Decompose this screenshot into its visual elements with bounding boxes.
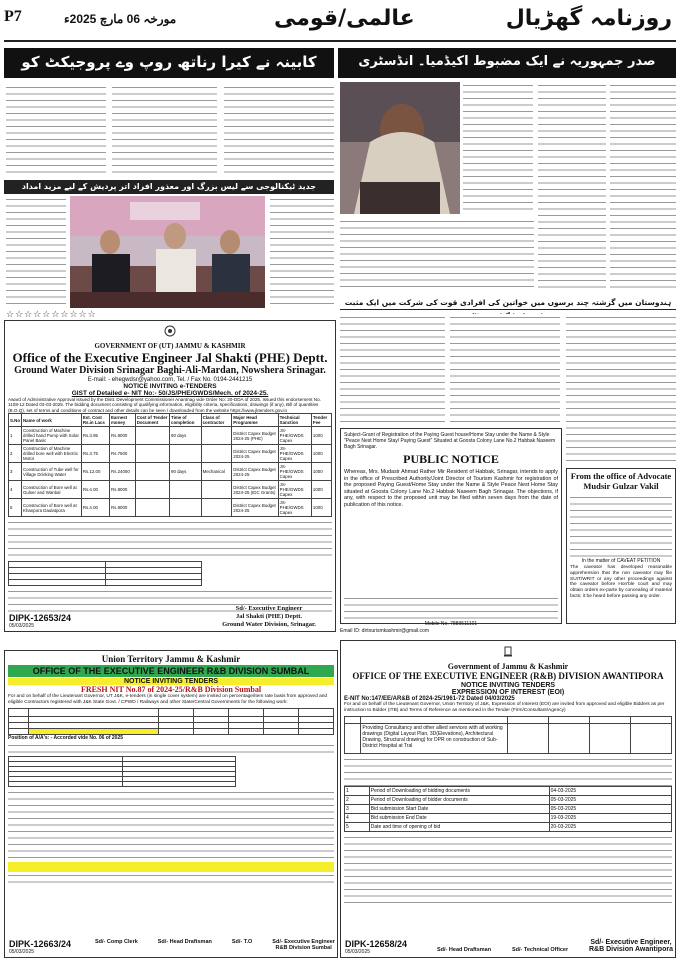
story-text-column bbox=[270, 196, 334, 308]
left-headline: کابینہ نے کیرا رناتھ روپ وے پروجیکٹ کو bbox=[4, 48, 334, 78]
sumbal-fine-print bbox=[8, 872, 334, 886]
sumbal-fine-print bbox=[8, 742, 334, 756]
table-cell: 1 bbox=[345, 786, 370, 795]
table-cell: Mechanical bbox=[201, 463, 232, 481]
table-cell: Bid submission Start Date bbox=[369, 804, 549, 813]
ashoka-emblem-icon bbox=[502, 645, 514, 657]
table-cell: District Capex Budget 2024-25 bbox=[232, 499, 278, 517]
table-cell: Rs.8000 bbox=[110, 499, 136, 517]
table-row bbox=[9, 481, 332, 499]
table-cell: Rs.8000 bbox=[110, 427, 136, 445]
table-cell: JS-PHE/GWDS Capex bbox=[278, 481, 311, 499]
sumbal-dipk: DIPK-12663/24 bbox=[9, 939, 72, 949]
awantipora-gov: Government of Jammu & Kashmir bbox=[447, 662, 569, 671]
awantipora-notice: NOTICE INVITING TENDERS bbox=[460, 682, 556, 689]
table-cell: JS-PHE/GWDS Capex bbox=[278, 463, 311, 481]
table-row bbox=[9, 499, 332, 517]
table-cell: Rs.24000 bbox=[110, 463, 136, 481]
table-cell: 2 bbox=[345, 795, 370, 804]
table-cell: Period of Downloading of bidder documents bbox=[369, 795, 549, 804]
news-photo-ministers bbox=[70, 196, 265, 308]
table-header-cell: Class of contractor bbox=[201, 414, 232, 427]
awantipora-eoi: EXPRESSION OF INTEREST (EOI) bbox=[451, 689, 565, 696]
awantipora-sign-ee bbox=[589, 939, 673, 953]
phe-notice: NOTICE INVITING e-TENDERS bbox=[123, 383, 217, 390]
awantipora-office: OFFICE OF THE EXECUTIVE ENGINEER (R&B) DIVISION AWANTIPORA bbox=[352, 671, 664, 681]
page-number: P7 bbox=[4, 8, 22, 25]
table-cell: Rs.12.00 bbox=[81, 463, 109, 481]
table-cell: 1000 bbox=[311, 463, 331, 481]
table-header-cell: Time of completion bbox=[170, 414, 202, 427]
table-cell: 5 bbox=[9, 499, 22, 517]
table-cell: 1000 bbox=[311, 445, 331, 463]
table-cell: Bid submission End Date bbox=[369, 813, 549, 822]
sumbal-fresh-nit: FRESH NIT No.87 of 2024-25/R&B Division Sumbal bbox=[80, 685, 262, 694]
public-notice-subject: Subject-Grant of Registration of the Paying Guest house/Home Stay under the Name & Style "Peace Nest Home Stay/ Paying Guest" Situated at Goosta Colony Lane No.2 Habbak Naseem Bagh Srinagar. bbox=[344, 432, 556, 450]
phe-schedule-table bbox=[8, 561, 202, 586]
sumbal-intro: For and on behalf of the Lieutenant Governor, UT J&K, e-tenders (in single cover system) are invited on percentage/item rate basis from approved and eligible Contractors registered with J&K State Govt. / CPWD / Railways and other State/Central Governments for the following work: bbox=[8, 694, 328, 705]
table-cell: 3 bbox=[345, 804, 370, 813]
sumbal-work-table bbox=[8, 708, 334, 735]
table-cell: Construction of Bore well at Khanpora Daulatpora bbox=[22, 499, 82, 517]
story-text-column bbox=[6, 196, 66, 308]
awantipora-dipk: DIPK-12658/24 bbox=[345, 939, 408, 949]
table-cell: Rs.8000 bbox=[110, 481, 136, 499]
table-cell bbox=[201, 445, 232, 463]
advocate-title: From the office of Advocate Mudsir Gulzar Vakil bbox=[570, 471, 672, 491]
table-cell bbox=[135, 463, 169, 481]
table-cell: 90 days bbox=[170, 463, 202, 481]
table-cell: 3 bbox=[9, 463, 22, 481]
table-cell bbox=[170, 445, 202, 463]
story-text-column bbox=[340, 314, 445, 424]
table-row bbox=[345, 804, 672, 813]
phe-signature bbox=[209, 605, 329, 629]
public-notice-body: Whereas, Mrs. Mudasir Ahmad Rather Mir Resident of Habbak, Srinagar, intends to apply in the office of Prescribed Authority/Joint Director of Tourism Kashmir for registration of the proposed Paying Guest/Home Stay under the Name & Style Peace Nest Home Stay situated at Goosta Colony Lane No.2 Habbak Naseem Bagh Srinagar. The objections, if any, with respect to the proposed unit may be filed within seven days from the date of publication of this notice. bbox=[344, 469, 558, 508]
sumbal-sign: Sd/- Head Draftsman bbox=[157, 939, 212, 945]
awantipora-work-table bbox=[344, 716, 672, 754]
table-cell bbox=[135, 427, 169, 445]
awantipora-fine-print bbox=[344, 834, 672, 908]
table-cell: 1000 bbox=[311, 499, 331, 517]
sumbal-sign: R&B Division Sumbal bbox=[275, 945, 332, 951]
table-cell: District Capex Budget 2024-25 bbox=[232, 445, 278, 463]
table-cell: Rs.4.00 bbox=[81, 499, 109, 517]
table-header-cell: Technical Sanction bbox=[278, 414, 311, 427]
public-notice bbox=[340, 428, 562, 627]
table-cell: 5 bbox=[345, 822, 370, 831]
phe-dipk: DIPK-12653/24 bbox=[9, 613, 72, 623]
story-text-column bbox=[224, 84, 334, 176]
awantipora-intro: For and on behalf of the Lieutenant Governor, Union Territory of J&K, Expression of Interest (EOI) are invited from approved and eligible Bidders as per instruction to Bidder (ITB) and Terms of Reference as mentioned in the Tender (Firm/Consultant/Agency) bbox=[344, 702, 665, 713]
jk-emblem-icon bbox=[164, 325, 176, 337]
table-cell: 05-03-2025 bbox=[549, 804, 671, 813]
public-notice-title: PUBLIC NOTICE bbox=[403, 452, 499, 466]
section-title: عالمی/قومی bbox=[274, 6, 415, 31]
phe-sign-line: Sd/- Executive Engineer bbox=[235, 605, 303, 612]
table-cell: District Capex Budget 2024-25 bbox=[232, 463, 278, 481]
table-cell: 1000 bbox=[311, 427, 331, 445]
story-text-column bbox=[463, 82, 533, 214]
table-cell: Rs.4.00 bbox=[81, 481, 109, 499]
table-cell: 90 days bbox=[170, 427, 202, 445]
awantipora-nit: E-NIT No:147/EE/AR&B of 2024-25/1961-72 Dated 04/03/2025 bbox=[344, 696, 515, 702]
table-cell: JS-PHE/GWDS Capex bbox=[278, 499, 311, 517]
table-cell bbox=[135, 481, 169, 499]
phe-gov: GOVERNMENT OF (UT) JAMMU & KASHMIR bbox=[94, 342, 246, 350]
story-text-column bbox=[112, 84, 217, 176]
table-cell bbox=[135, 499, 169, 517]
sumbal-sign: Sd/- Comp Clerk bbox=[95, 939, 138, 945]
table-cell: 05-03-2025 bbox=[549, 795, 671, 804]
table-cell bbox=[170, 499, 202, 517]
table-cell: JS-PHE/GWDS Capex bbox=[278, 427, 311, 445]
table-header-cell: Name of work bbox=[22, 414, 82, 427]
story-text-column bbox=[538, 82, 606, 292]
sumbal-notice: NOTICE INVITING TENDERS bbox=[8, 678, 334, 685]
table-cell: Construction of Machine drilled hand Pump with Solar Panel Basic bbox=[22, 427, 82, 445]
table-row bbox=[345, 822, 672, 831]
table-cell bbox=[201, 481, 232, 499]
awantipora-sign: Sd/- Executive Engineer, bbox=[590, 939, 672, 946]
story-text-column bbox=[610, 82, 676, 292]
phe-contact: E-mail: - ehegwdsr@yahoo.com, Tel. / Fax No. 0194-2441215 bbox=[87, 377, 253, 383]
awantipora-dipk-date: 05/03/2025 bbox=[345, 949, 371, 955]
sumbal-ut: Union Territory Jammu & Kashmir bbox=[101, 654, 241, 664]
table-header-cell: Cost of Tender Document bbox=[135, 414, 169, 427]
awantipora-sign: Sd/- Head Draftsman bbox=[437, 947, 492, 953]
phe-subtitle: GIST of Detailed e- NIT No:- 50/JS/PHE/GWDS/Mech. of 2024-25. bbox=[71, 390, 269, 397]
table-cell bbox=[201, 427, 232, 445]
news-photo-president bbox=[340, 82, 460, 214]
public-notice-email: Email ID: dirtourismkashmir@gmail.com bbox=[340, 628, 429, 634]
table-header-row bbox=[9, 414, 332, 427]
story-text-column bbox=[340, 218, 534, 292]
phe-division: Ground Water Division Srinagar Baghi-Ali-Mardan, Nowshera Srinagar. bbox=[14, 365, 326, 376]
right-headline: صدر جمہوریہ نے ایک مضبوط اکیڈمیا۔ انڈسٹری bbox=[338, 48, 676, 78]
table-cell bbox=[135, 445, 169, 463]
story-text-column bbox=[450, 314, 560, 424]
sumbal-dipk-date: 05/03/2025 bbox=[9, 949, 35, 955]
star-divider: ☆☆☆☆☆☆☆☆☆☆ bbox=[6, 310, 97, 320]
table-cell: Rs.7500 bbox=[110, 445, 136, 463]
table-row bbox=[345, 786, 672, 795]
phe-intro: Award of Administrative Approval issued by the Distt. Development Commissioner Anantnag vide Order No: 20-DDA of 2025. Issued this endorsement No. 1108-12 Dated 03-03-2025. The bidding document consisting of qualifying information, eligibility criteria, specifications, drawings (if any), Bill of quantities (B.O.Q), set of terms and conditions of contract and other details can be seen / downloaded from the website https://www.jktenders.gov.in bbox=[8, 397, 321, 413]
table-cell: JS-PHE/GWDS Capex bbox=[278, 445, 311, 463]
table-row bbox=[9, 427, 332, 445]
sumbal-signatures bbox=[95, 939, 335, 951]
awantipora-sign: Sd/- Technical Officer bbox=[511, 947, 569, 953]
awantipora-sign: R&B Division Awantipora bbox=[588, 946, 673, 953]
advocate-notice bbox=[566, 468, 676, 624]
sumbal-schedule-table bbox=[8, 756, 236, 787]
lower-headline: ہندوستان میں گزشتہ چند برسوں میں خواتین کی افرادی قوت کی شرکت میں ایک مثبت bbox=[340, 296, 676, 310]
table-header-cell: S.No bbox=[9, 414, 22, 427]
sumbal-fine-print bbox=[8, 789, 334, 861]
masthead: روزنامہ گھڑیال bbox=[505, 6, 672, 31]
table-cell: Construction of Tube well for Village Drinking Water bbox=[22, 463, 82, 481]
table-cell: 19-03-2025 bbox=[549, 813, 671, 822]
table-cell: Period of Downloading of bidding documents bbox=[369, 786, 549, 795]
table-cell: 4 bbox=[345, 813, 370, 822]
sumbal-tender-notice bbox=[4, 650, 338, 958]
table-cell: District Capex Budget 2024-25 (IDC Grants) bbox=[232, 481, 278, 499]
table-header-cell: Earnest money bbox=[110, 414, 136, 427]
advocate-parties bbox=[570, 494, 672, 558]
table-cell: 2 bbox=[9, 445, 22, 463]
table-cell: 20-03-2025 bbox=[549, 822, 671, 831]
public-notice-mobile: Mobile No. 7889511101 bbox=[424, 621, 478, 627]
table-cell: Construction of Bore well at Gulser and Wanbal bbox=[22, 481, 82, 499]
table-row bbox=[9, 445, 332, 463]
table-cell bbox=[170, 481, 202, 499]
table-cell: Rs.3.75 bbox=[81, 445, 109, 463]
story-text-column bbox=[566, 314, 676, 464]
public-notice-fine-print bbox=[344, 595, 558, 621]
advocate-text: The caveator has developed reasonable apprehension that the non caveator may file SUIT/WRIT or any other proceedings against the caveator before Hon'ble court and may obtain orders ex-parte by concealing of material facts; it be heard before passing any order. bbox=[570, 565, 672, 599]
table-cell: 04-03-2025 bbox=[549, 786, 671, 795]
awantipora-tender-notice bbox=[340, 640, 676, 958]
issue-date: مورخہ 06 مارچ 2025ء bbox=[64, 12, 177, 26]
table-cell: 4 bbox=[9, 481, 22, 499]
advocate-caveat: In the matter of CAVEAT PETITION bbox=[581, 558, 661, 564]
mid-banner-headline: جدید ٹیکنالوجی سے لیس بزرگ اور معذور افراد اتر پردیش کے لیے مزید امداد bbox=[4, 180, 334, 194]
awantipora-fine-print bbox=[344, 756, 672, 786]
story-text-column bbox=[6, 84, 106, 176]
awantipora-signatures bbox=[437, 939, 673, 953]
phe-fine-print bbox=[8, 519, 332, 559]
table-header-cell: Tender Fee bbox=[311, 414, 331, 427]
table-cell: Construction of Machine drilled bore well with Electric Motor bbox=[22, 445, 82, 463]
awantipora-schedule-table bbox=[344, 786, 672, 832]
sumbal-position: Position of A/A's: - Accorded vide No. 06 of 2025 bbox=[8, 734, 124, 741]
table-cell: 1000 bbox=[311, 481, 331, 499]
table-cell bbox=[201, 499, 232, 517]
phe-work-table bbox=[8, 413, 332, 517]
sumbal-highlight-clause bbox=[8, 862, 334, 872]
phe-tender-notice bbox=[4, 320, 336, 632]
table-cell: 1 bbox=[9, 427, 22, 445]
sumbal-office: OFFICE OF THE EXECUTIVE ENGINEER R&B DIVISION SUMBAL bbox=[8, 665, 334, 677]
table-cell: Date and time of opening of bid bbox=[369, 822, 549, 831]
table-header-cell: Major Head Programme bbox=[232, 414, 278, 427]
phe-sign-line: Jal Shakti (PHE) Deptt. bbox=[235, 613, 303, 620]
sumbal-sign: Sd/- T.O bbox=[231, 939, 253, 945]
table-cell: District Capex Budget 2024-25 (PHE) bbox=[232, 427, 278, 445]
table-row bbox=[345, 813, 672, 822]
table-row bbox=[345, 795, 672, 804]
sumbal-sign: Sd/- Executive Engineer bbox=[272, 939, 335, 945]
table-header-cell: Est. Cost Rs.in Lacs bbox=[81, 414, 109, 427]
awantipora-work: Providing Consultancy and other allied services with all working drawings (Digital Layout Plan, 3D(Elevations), Architectural Drawing, Structural drawing) for DPR on construction of Sub-District Hospital at Tral bbox=[361, 723, 508, 753]
phe-office: Office of the Executive Engineer Jal Shakti (PHE) Deptt. bbox=[12, 350, 328, 365]
sumbal-sign-ee bbox=[272, 939, 335, 951]
table-cell: Rs.3.95 bbox=[81, 427, 109, 445]
table-row bbox=[9, 463, 332, 481]
phe-dipk-date: 05/03/2025 bbox=[9, 623, 35, 629]
phe-sign-line: Ground Water Division, Srinagar. bbox=[222, 621, 316, 628]
newspaper-header bbox=[4, 4, 676, 42]
